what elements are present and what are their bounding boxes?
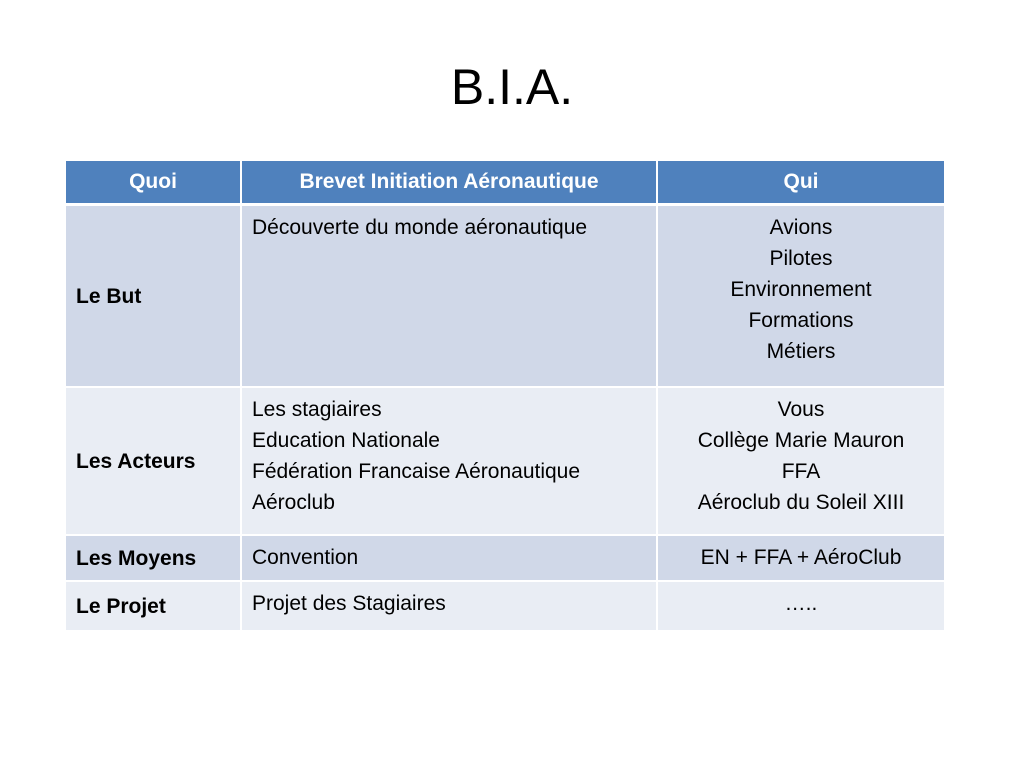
header-brevet: Brevet Initiation Aéronautique bbox=[241, 160, 657, 205]
row-label: Le But bbox=[65, 205, 241, 388]
cell-line: Les stagiaires bbox=[252, 398, 382, 421]
row-label: Les Acteurs bbox=[65, 387, 241, 535]
cell-line: Découverte du monde aéronautique bbox=[252, 216, 588, 239]
header-qui: Qui bbox=[657, 160, 945, 205]
row-description bbox=[241, 581, 657, 631]
cell-line: Métiers bbox=[766, 340, 836, 363]
cell-line: EN + FFA + AéroClub bbox=[700, 546, 902, 569]
table-row-le-but bbox=[65, 205, 945, 388]
row-label: Les Moyens bbox=[65, 535, 241, 581]
cell-line: Aéroclub du Soleil XIII bbox=[697, 491, 905, 514]
cell-line: Formations bbox=[748, 309, 854, 332]
header-quoi: Quoi bbox=[65, 160, 241, 205]
row-label: Le Projet bbox=[65, 581, 241, 631]
row-who bbox=[657, 387, 945, 535]
cell-line: Environnement bbox=[730, 278, 872, 301]
row-description bbox=[241, 205, 657, 388]
cell-line: Collège Marie Mauron bbox=[697, 429, 905, 452]
table-row-les-moyens bbox=[65, 535, 945, 581]
cell-line: Pilotes bbox=[769, 247, 833, 270]
cell-line: Fédération Francaise Aéronautique bbox=[252, 460, 581, 483]
row-who bbox=[657, 581, 945, 631]
bia-table bbox=[64, 159, 946, 632]
row-description bbox=[241, 535, 657, 581]
row-description bbox=[241, 387, 657, 535]
cell-line: Aéroclub bbox=[252, 491, 335, 514]
row-who bbox=[657, 205, 945, 388]
cell-line: Education Nationale bbox=[252, 429, 440, 452]
cell-line: Convention bbox=[252, 546, 359, 569]
row-who bbox=[657, 535, 945, 581]
cell-line: Vous bbox=[777, 398, 825, 421]
cell-line: FFA bbox=[781, 460, 821, 483]
slide-title: B.I.A. bbox=[450, 59, 574, 115]
cell-line: Avions bbox=[769, 216, 833, 239]
table-header-row bbox=[65, 160, 945, 205]
table-row-le-projet bbox=[65, 581, 945, 631]
cell-line: ….. bbox=[784, 592, 818, 615]
table-row-les-acteurs bbox=[65, 387, 945, 535]
cell-line: Projet des Stagiaires bbox=[252, 592, 446, 615]
